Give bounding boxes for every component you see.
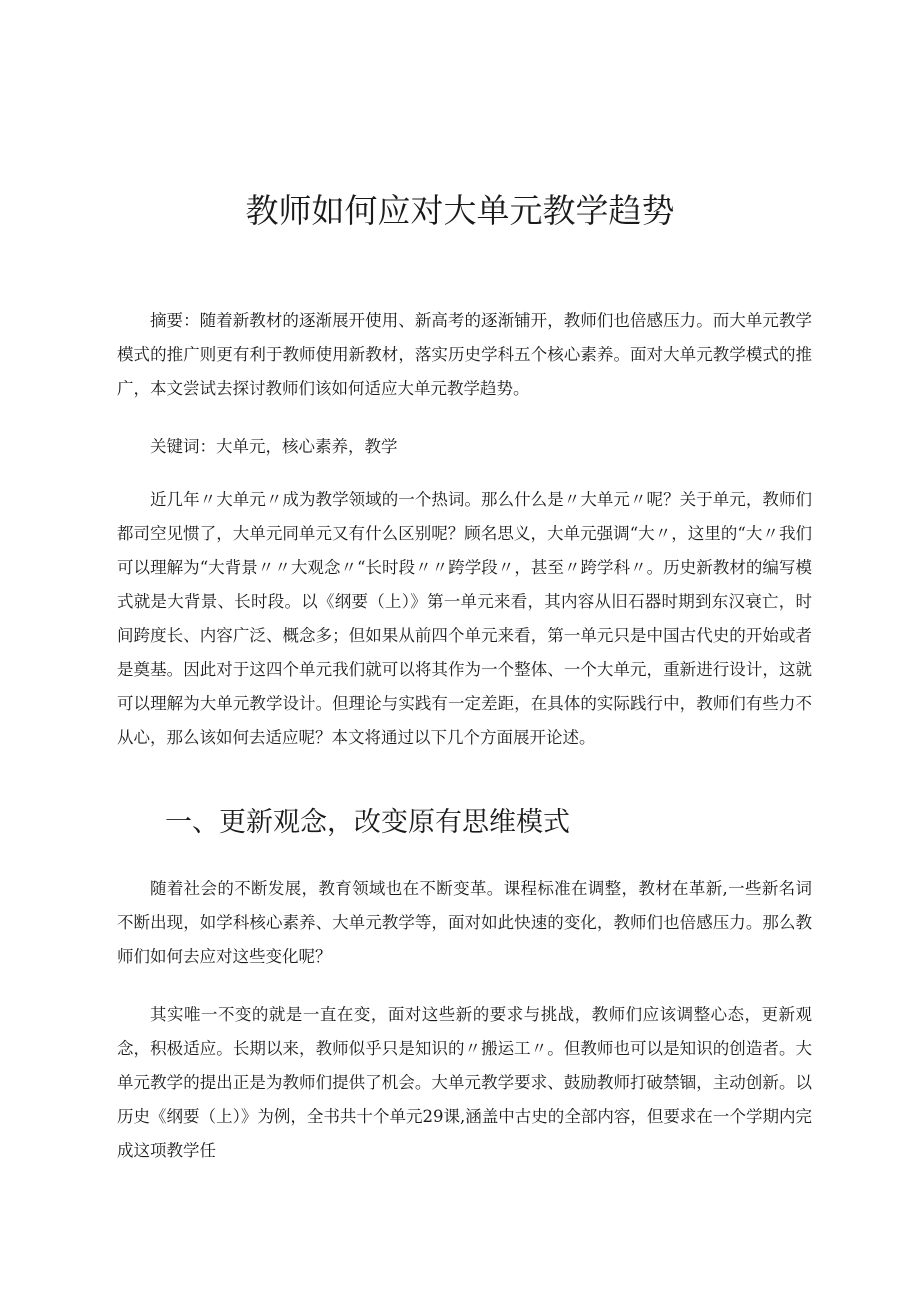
section-1-heading: 一、更新观念，改变原有思维模式: [165, 807, 570, 838]
document-title: 教师如何应对大单元教学趋势: [245, 191, 675, 231]
keywords-line: 关键词：大单元，核心素养，教学: [150, 437, 398, 456]
abstract-paragraph: 摘要：随着新教材的逐渐展开使用、新高考的逐渐铺开，教师们也倍感压力。而大单元教学模式的推广则更有利于教师使用新教材，落实历史学科五个核心素养。面对大单元教学模式的推广，本文尝试去探讨教师们该如何适应大单元教学趋势。: [117, 311, 812, 398]
intro-paragraph: 近几年〃大单元〃成为教学领域的一个热词。那么什么是〃大单元〃呢？关于单元，教师们都司空见惯了，大单元同单元又有什么区别呢？顾名思义，大单元强调“大〃，这里的“大〃我们可以理解为“大背景〃〃大观念〃“长时段〃〃跨学段〃，甚至〃跨学科〃。历史新教材的编写模式就是大背景、长时段。以《纲要（上）》第一单元来看，其内容从旧石器时期到东汉衰亡，时间跨度长、内容广泛、概念多；但如果从前四个单元来看，第一单元只是中国古代史的开始或者是奠基。因此对于这四个单元我们就可以将其作为一个整体、一个大单元，重新进行设计，这就可以理解为大单元教学设计。但理论与实践有一定差距，在具体的实际践行中，教师们有些力不从心，那么该如何去适应呢？本文将通过以下几个方面展开论述。: [117, 490, 812, 747]
section-1-paragraph-2: 其实唯一不变的就是一直在变，面对这些新的要求与挑战，教师们应该调整心态，更新观念，积极适应。长期以来，教师似乎只是知识的〃搬运工〃。但教师也可以是知识的创造者。大单元教学的提出正是为教师们提供了机会。大单元教学要求、鼓励教师打破禁锢，主动创新。以历史《纲要（上）》为例，全书共十个单元29课,涵盖中古史的全部内容，但要求在一个学期内完成这项教学任: [117, 1005, 812, 1160]
section-1-paragraph-1: 随着社会的不断发展，教育领域也在不断变革。课程标准在调整，教材在革新,一些新名词不断出现，如学科核心素养、大单元教学等，面对如此快速的变化，教师们也倍感压力。那么教师们如何去应对这些变化呢？: [117, 879, 812, 966]
